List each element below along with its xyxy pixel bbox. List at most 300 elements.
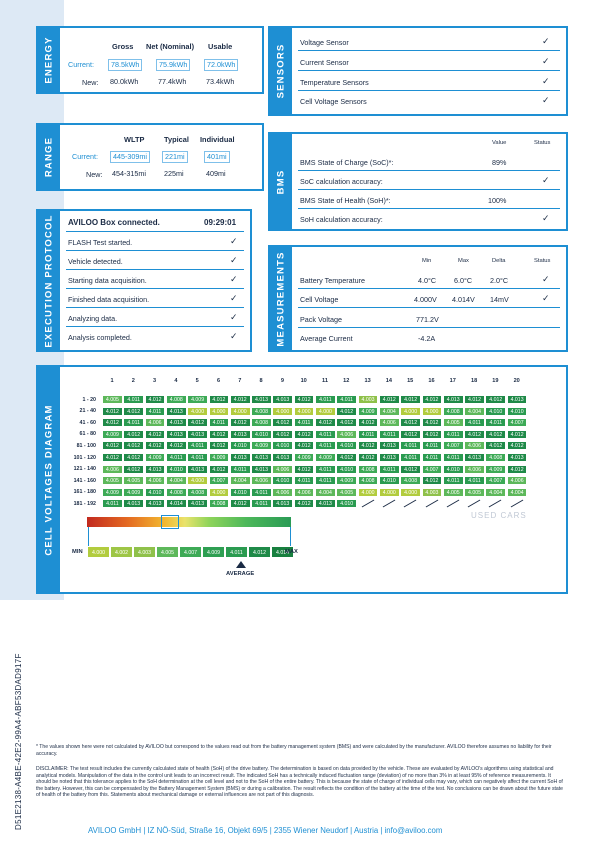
meas-row-min: 4.000V (414, 295, 437, 304)
cell-voltage: 4.013 (379, 441, 400, 450)
cell-voltage: 4.006 (102, 465, 123, 474)
range-current-individual: 401mi (204, 151, 230, 163)
cell-voltage: 4.000 (272, 407, 293, 416)
bms-tab (270, 134, 292, 229)
cell-voltage: 4.011 (123, 418, 144, 427)
cell-voltage: 4.000 (315, 407, 336, 416)
cell-voltage: 4.012 (464, 395, 485, 404)
voltage-scale (87, 546, 294, 558)
cell-voltage: 4.012 (485, 430, 506, 439)
cell-voltage: 4.011 (422, 453, 443, 462)
range-tab (38, 125, 60, 189)
check-icon: ✓ (230, 293, 238, 303)
energy-header-net: Net (Nominal) (146, 42, 195, 51)
cell-voltage: 4.010 (507, 407, 528, 416)
disclaimer: DISCLAIMER: The test result includes the currently calculated state of health (SoH) of the drive battery. The determination is based on data provided by the vehicle. These are evaluated by AVILOO's algorithms using statistical and analytical models. Manipulation of the data in the control unit leads to an incorrect result. The indicated SoH has a technically induced fluctuation range (deviation) of no more than 3% in at least 95% of reference measurements. It should be noted that this tolerance applies to the SoH determination at the cell level and not to the SoH of the entire battery. This is because the state of charge of individual cells may vary, which can negatively affect the current SoH of the battery. However, this can be compensated by the Battery Management System (BMS) or during a calibration. The result reflects the condition of the battery at the time of the test. No conclusions can be drawn about the future state of health of the battery from this. Statements about mechanical damage or external influences are not part of this diagnosis. (36, 766, 564, 799)
cell-voltage: 4.013 (166, 430, 187, 439)
cell-voltage: 4.010 (379, 476, 400, 485)
meas-row-min: -4.2A (418, 334, 436, 343)
cell-voltage: 4.013 (272, 453, 293, 462)
sensors-card (268, 26, 568, 116)
energy-current-gross: 78.5kWh (108, 59, 142, 71)
cell-voltage: 4.011 (187, 453, 208, 462)
cell-voltage: 4.011 (358, 430, 379, 439)
cell-voltage: 4.013 (272, 499, 293, 508)
cell-voltage: 4.000 (209, 488, 230, 497)
cell-voltage: 4.004 (230, 476, 251, 485)
cell-voltage: 4.006 (464, 465, 485, 474)
cell-voltage: 4.012 (422, 476, 443, 485)
cell-voltage: 4.000 (209, 407, 230, 416)
cell-voltage: 4.013 (187, 465, 208, 474)
cell-voltage: 4.013 (251, 453, 272, 462)
meas-row-delta: 2.0°C (490, 276, 509, 285)
check-icon: ✓ (230, 274, 238, 284)
column-header: 4 (174, 378, 178, 384)
energy-new-net: 77.4kWh (158, 77, 187, 86)
cell-voltage: 4.010 (272, 476, 293, 485)
cell-voltage: 4.006 (336, 430, 357, 439)
cells-title: CELL VOLTAGES DIAGRAM (43, 403, 55, 556)
energy-current-net: 75.9kWh (156, 59, 190, 71)
bms-row-label: SoH calculation accuracy: (300, 215, 383, 224)
cell-voltage: 4.011 (443, 430, 464, 439)
energy-new-gross: 80.0kWh (110, 77, 139, 86)
cell-voltage: 4.009 (294, 453, 315, 462)
cell-voltage: 4.006 (145, 476, 166, 485)
column-header: 12 (343, 378, 350, 384)
cell-voltage: 4.004 (166, 476, 187, 485)
meas-row-delta: 14mV (490, 295, 509, 304)
cell-voltage: 4.012 (507, 441, 528, 450)
cell-voltage: 4.004 (485, 488, 506, 497)
average-arrow-icon (236, 561, 246, 568)
cell-voltage: 4.012 (123, 441, 144, 450)
cell-voltage: 4.011 (102, 499, 123, 508)
cell-voltage: 4.014 (166, 499, 187, 508)
sensors-title: SENSORS (275, 43, 287, 99)
range-header-wltp: WLTP (124, 135, 145, 144)
check-icon: ✓ (542, 56, 550, 66)
scale-bracket (88, 527, 291, 546)
cell-voltage: 4.012 (336, 418, 357, 427)
cell-voltage: 4.011 (230, 465, 251, 474)
cell-voltage: 4.012 (507, 465, 528, 474)
cell-voltage: 4.003 (422, 488, 443, 497)
cell-voltage: 4.012 (102, 441, 123, 450)
cell-voltage: 4.012 (294, 441, 315, 450)
watermark: USED CARS (471, 511, 527, 520)
row-label: 141 - 160 (73, 477, 96, 484)
check-icon: ✓ (542, 175, 550, 185)
row-label: 61 - 80 (79, 431, 96, 438)
energy-header-gross: Gross (112, 42, 134, 51)
cell-voltage: 4.004 (315, 488, 336, 497)
row-label: 121 - 140 (73, 466, 96, 473)
range-new-individual: 409mi (206, 169, 226, 178)
cell-voltage: 4.011 (422, 441, 443, 450)
column-header: 18 (470, 378, 478, 384)
cell-voltage: 4.008 (166, 488, 187, 497)
cell-voltage: 4.013 (507, 453, 528, 462)
cell-voltage: 4.011 (294, 476, 315, 485)
check-icon: ✓ (542, 213, 550, 223)
sensor-item: Voltage Sensor (300, 38, 349, 47)
cell-voltage: 4.006 (145, 418, 166, 427)
bms-card (268, 132, 568, 231)
cell-voltage: 4.004 (507, 488, 528, 497)
cell-voltage: 4.008 (187, 488, 208, 497)
column-header: 15 (407, 378, 414, 384)
cell-voltage: 4.012 (145, 430, 166, 439)
cell-voltage: 4.009 (123, 488, 144, 497)
min-label: MIN (72, 549, 83, 555)
energy-title: ENERGY (43, 36, 55, 84)
cell-voltage: 4.006 (294, 488, 315, 497)
column-header: 3 (153, 378, 157, 384)
cell-voltage: 4.010 (230, 488, 251, 497)
check-icon: ✓ (542, 95, 550, 105)
cell-voltage: 4.008 (443, 407, 464, 416)
cell-voltage: 4.011 (315, 476, 336, 485)
cell-voltage: 4.007 (209, 476, 230, 485)
range-current-typical: 221mi (162, 151, 188, 163)
scale-step: 4.011 (225, 546, 248, 558)
cell-voltage: 4.011 (315, 395, 336, 404)
cell-voltage: 4.000 (400, 407, 421, 416)
cell-voltage: 4.011 (464, 418, 485, 427)
check-icon: ✓ (542, 36, 550, 46)
cell-voltage: 4.013 (251, 395, 272, 404)
cell-voltage: 4.011 (145, 407, 166, 416)
column-header: 2 (131, 378, 135, 384)
cell-voltage: 4.006 (251, 476, 272, 485)
cell-voltage: 4.009 (358, 407, 379, 416)
cell-voltage: 4.013 (187, 430, 208, 439)
column-header: 6 (216, 378, 221, 384)
column-header: 1 (110, 378, 114, 384)
cell-voltage: 4.009 (315, 453, 336, 462)
cell-voltage: 4.012 (422, 418, 443, 427)
cell-voltage: 4.013 (443, 395, 464, 404)
cell-voltage: 4.004 (379, 407, 400, 416)
cell-voltage: 4.012 (209, 465, 230, 474)
cell-voltage: 4.000 (400, 488, 421, 497)
cell-voltage: 4.012 (102, 407, 123, 416)
footer-contact: AVILOO GmbH | IZ NÖ-Süd, Straße 16, Objekt 69/5 | 2355 Wiener Neudorf | Austria | info@aviloo.com (88, 826, 443, 835)
cell-voltage: 4.012 (230, 418, 251, 427)
cell-voltage: 4.012 (102, 418, 123, 427)
cell-voltage: 4.012 (507, 430, 528, 439)
row-label: 101 - 120 (73, 454, 96, 461)
range-new-label: New: (86, 170, 103, 179)
cell-voltage: 4.012 (485, 395, 506, 404)
range-header-typical: Typical (164, 135, 189, 144)
scale-step: 4.005 (156, 546, 179, 558)
scale-step: 4.007 (179, 546, 202, 558)
protocol-title: EXECUTION PROTOCOL (43, 213, 55, 348)
column-header: 20 (513, 378, 520, 384)
cell-voltage: 4.008 (209, 499, 230, 508)
cell-voltage: 4.012 (294, 499, 315, 508)
scale-step: 4.003 (133, 546, 156, 558)
energy-current-label: Current: (68, 60, 94, 69)
range-header-individual: Individual (200, 135, 235, 144)
cell-voltage: 4.012 (123, 453, 144, 462)
cell-voltage: 4.012 (400, 430, 421, 439)
cell-voltage: 4.012 (166, 441, 187, 450)
column-header: 8 (259, 378, 263, 384)
cell-voltage: 4.008 (358, 465, 379, 474)
energy-new-usable: 73.4kWh (206, 77, 235, 86)
meas-row-label: Cell Voltage (300, 295, 339, 304)
bms-header-status: Status (534, 140, 551, 146)
cell-voltage: 4.009 (251, 441, 272, 450)
check-icon: ✓ (542, 76, 550, 86)
energy-header-usable: Usable (208, 42, 233, 51)
meas-header-delta: Delta (492, 258, 506, 264)
cell-voltage: 4.011 (485, 418, 506, 427)
footnote: * The values shown here were not calculated by AVILOO but correspond to the values read out from the battery management system (BMS) and were calculated by the manufacturer. AVILOO therefore assumes no liability for their accuracy. (36, 744, 552, 757)
cell-voltage: 4.008 (251, 407, 272, 416)
scale-step: 4.014 (271, 546, 294, 558)
cell-voltage: 4.010 (485, 407, 506, 416)
cell-voltage: 4.005 (123, 476, 144, 485)
cell-voltage: 4.006 (272, 465, 293, 474)
energy-current-usable: 72.0kWh (204, 59, 238, 71)
scale-step: 4.012 (248, 546, 271, 558)
protocol-item: FLASH Test started. (68, 238, 133, 247)
cell-voltage: 4.012 (315, 418, 336, 427)
cell-voltage: 4.010 (336, 499, 357, 508)
cell-voltage: 4.012 (230, 499, 251, 508)
cell-voltage: 4.008 (400, 476, 421, 485)
meas-header-min: Min (422, 258, 432, 264)
cell-voltage: 4.013 (145, 499, 166, 508)
cell-voltage: 4.012 (187, 418, 208, 427)
cell-voltage: 4.012 (145, 441, 166, 450)
meas-row-max: 4.014V (452, 295, 475, 304)
meas-header-max: Max (458, 258, 469, 264)
cell-voltage: 4.012 (230, 395, 251, 404)
check-icon: ✓ (230, 255, 238, 265)
cell-voltage: 4.012 (209, 395, 230, 404)
cell-voltage: 4.006 (379, 418, 400, 427)
cells-tab (38, 367, 60, 592)
cell-voltage: 4.013 (464, 453, 485, 462)
cell-voltage: 4.011 (294, 418, 315, 427)
cell-voltage: 4.012 (123, 430, 144, 439)
cell-voltage: 4.012 (336, 453, 357, 462)
cell-voltage: 4.013 (187, 499, 208, 508)
cell-voltage: 4.007 (443, 441, 464, 450)
cell-voltage: 4.000 (294, 407, 315, 416)
protocol-item: Analyzing data. (68, 314, 118, 323)
check-icon: ✓ (230, 236, 238, 246)
cell-voltage: 4.009 (102, 430, 123, 439)
protocol-head: AVILOO Box connected. (68, 218, 160, 227)
range-card (36, 123, 264, 191)
cell-voltage: 4.011 (400, 453, 421, 462)
cell-voltage: 4.012 (336, 407, 357, 416)
column-header: 5 (195, 378, 199, 384)
cell-voltage: 4.012 (464, 430, 485, 439)
cell-voltage: 4.011 (443, 476, 464, 485)
cell-voltage: 4.013 (507, 395, 528, 404)
cell-voltage: 4.011 (464, 476, 485, 485)
cell-voltage: 4.013 (379, 453, 400, 462)
protocol-item: Starting data acquisition. (68, 276, 147, 285)
cell-voltage: 4.011 (315, 430, 336, 439)
meas-row-min: 4.0°C (418, 276, 437, 285)
row-label: 161 - 180 (73, 489, 96, 496)
cell-voltage: 4.012 (209, 430, 230, 439)
bms-row-value: 100% (488, 196, 507, 205)
cell-voltage: 4.013 (166, 418, 187, 427)
cell-voltage: 4.000 (187, 407, 208, 416)
sensors-tab (270, 28, 292, 114)
cell-voltage: 4.013 (230, 430, 251, 439)
sensor-item: Current Sensor (300, 58, 349, 67)
cell-voltage: 4.004 (464, 407, 485, 416)
cell-voltage: 4.011 (251, 488, 272, 497)
cell-voltage: 4.000 (358, 488, 379, 497)
cell-voltage: 4.012 (358, 453, 379, 462)
cell-voltage: 4.010 (251, 430, 272, 439)
protocol-item: Finished data acquisition. (68, 295, 150, 304)
cell-voltage: 4.012 (358, 441, 379, 450)
scale-step: 4.009 (202, 546, 225, 558)
column-header: 13 (364, 378, 371, 384)
cell-voltage: 4.005 (102, 476, 123, 485)
bms-row-label: BMS State of Health (SoH)*: (300, 196, 391, 205)
cell-voltage: 4.006 (507, 476, 528, 485)
measurements-card (268, 245, 568, 352)
cell-voltage: 4.011 (166, 453, 187, 462)
cell-voltage: 4.012 (123, 465, 144, 474)
bms-row-value: 89% (492, 158, 507, 167)
row-label: 81 - 100 (76, 442, 96, 449)
cell-voltage: 4.012 (209, 441, 230, 450)
cell-voltage: 4.010 (145, 488, 166, 497)
column-header: 16 (428, 378, 435, 384)
cell-voltage: 4.005 (443, 488, 464, 497)
cell-voltage: 4.011 (123, 395, 144, 404)
cell-voltage: 4.005 (464, 488, 485, 497)
cell-voltage: 4.005 (102, 395, 123, 404)
range-title: RANGE (43, 136, 55, 178)
cell-voltage: 4.010 (336, 441, 357, 450)
cell-voltage: 4.003 (358, 395, 379, 404)
cell-voltage: 4.012 (294, 395, 315, 404)
column-header: 17 (449, 378, 456, 384)
cell-voltage: 4.010 (443, 465, 464, 474)
cell-voltage: 4.011 (336, 395, 357, 404)
cell-voltage: 4.012 (400, 418, 421, 427)
average-label: AVERAGE (226, 571, 255, 577)
meas-row-max: 6.0°C (454, 276, 473, 285)
cell-voltage: 4.012 (294, 430, 315, 439)
measurements-title: MEASUREMENTS (275, 250, 287, 347)
cell-voltage: 4.006 (272, 488, 293, 497)
voltage-gradient-bar (87, 517, 291, 527)
cell-voltage: 4.009 (209, 453, 230, 462)
column-header: 10 (300, 378, 307, 384)
cell-voltage: 4.013 (145, 465, 166, 474)
cell-voltage: 4.010 (230, 441, 251, 450)
cell-voltage: 4.007 (422, 465, 443, 474)
cell-voltage: 4.009 (102, 488, 123, 497)
cell-voltage: 4.012 (400, 465, 421, 474)
bms-header-value: Value (492, 140, 507, 146)
cell-voltage: 4.013 (123, 499, 144, 508)
protocol-tab (38, 211, 60, 350)
cell-voltage: 4.012 (294, 465, 315, 474)
row-label: 181 - 192 (73, 500, 96, 507)
cell-voltage: 4.012 (400, 395, 421, 404)
sensor-item: Temperature Sensors (300, 78, 369, 87)
column-header: 9 (280, 378, 284, 384)
cell-voltage: 4.013 (230, 453, 251, 462)
cell-voltage: 4.011 (379, 430, 400, 439)
cell-voltage: 4.008 (251, 418, 272, 427)
meas-row-label: Battery Temperature (300, 276, 365, 285)
cell-voltage: 4.011 (315, 441, 336, 450)
scale-step: 4.000 (87, 546, 110, 558)
cell-voltage: 4.011 (379, 465, 400, 474)
meas-header-status: Status (534, 258, 551, 264)
measurements-tab (270, 247, 292, 350)
cell-voltage: 4.012 (123, 407, 144, 416)
cell-voltage: 4.000 (230, 407, 251, 416)
cell-voltage: 4.012 (422, 395, 443, 404)
cell-voltage: 4.012 (422, 430, 443, 439)
cell-voltage: 4.000 (187, 476, 208, 485)
meas-row-label: Average Current (300, 334, 353, 343)
protocol-item: Analysis completed. (68, 333, 132, 342)
column-header: 7 (238, 378, 242, 384)
range-current-label: Current: (72, 152, 98, 161)
check-icon: ✓ (542, 293, 550, 303)
check-icon: ✓ (230, 312, 238, 322)
cell-voltage: 4.009 (336, 476, 357, 485)
cell-voltage: 4.011 (251, 499, 272, 508)
cell-voltage: 4.005 (443, 418, 464, 427)
max-label: MAX (285, 549, 298, 555)
scale-step: 4.002 (110, 546, 133, 558)
cell-voltage: 4.008 (485, 453, 506, 462)
cell-voltage: 4.009 (485, 465, 506, 474)
cell-voltage: 4.000 (422, 407, 443, 416)
meas-row-min: 771.2V (416, 315, 439, 324)
cell-voltage: 4.012 (145, 395, 166, 404)
row-label: 21 - 40 (79, 408, 96, 415)
row-label: 1 - 20 (82, 396, 96, 403)
cell-voltage: 4.012 (358, 418, 379, 427)
cell-voltage: 4.013 (251, 465, 272, 474)
cell-voltage: 4.011 (187, 441, 208, 450)
cell-voltage: 4.012 (485, 441, 506, 450)
column-header: 14 (385, 378, 392, 384)
sensor-item: Cell Voltage Sensors (300, 97, 367, 106)
check-icon: ✓ (542, 274, 550, 284)
bms-row-label: SoC calculation accuracy: (300, 177, 383, 186)
cell-voltage: 4.008 (166, 395, 187, 404)
cell-voltage: 4.005 (336, 488, 357, 497)
protocol-item: Vehicle detected. (68, 257, 123, 266)
range-new-typical: 225mi (164, 169, 184, 178)
cell-voltage: 4.011 (400, 441, 421, 450)
